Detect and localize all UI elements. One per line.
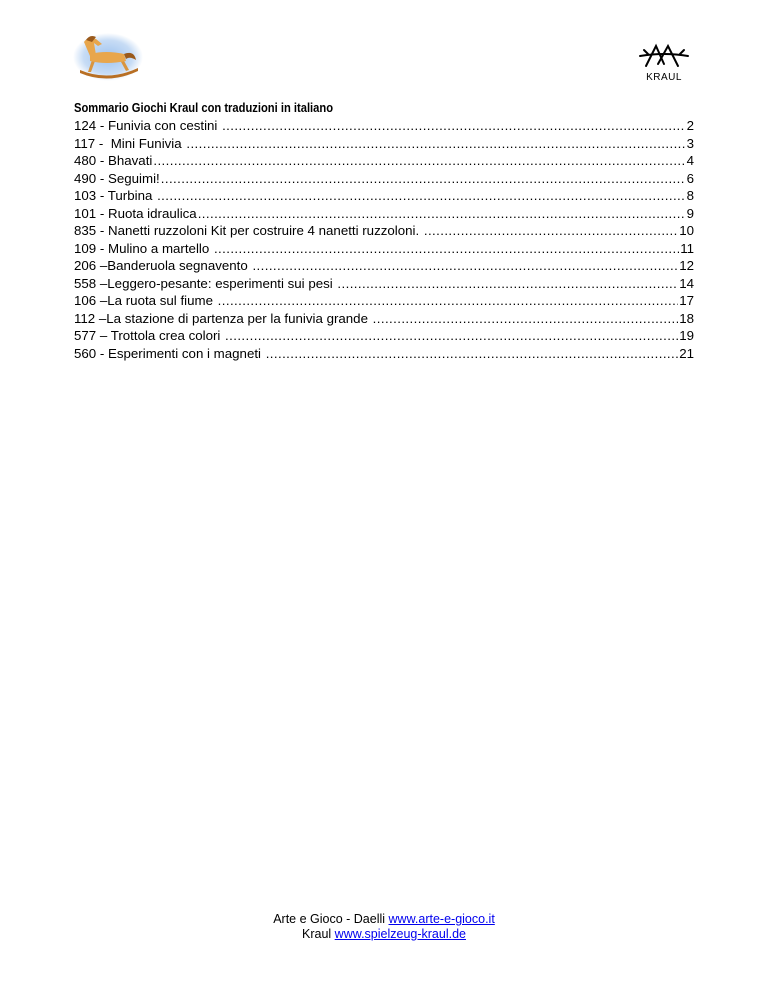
toc-entry-title: 577 – Trottola crea colori — [74, 328, 225, 343]
toc-entry[interactable] — [74, 275, 694, 293]
toc-leader-dots — [252, 257, 678, 275]
toc-entry[interactable] — [74, 310, 694, 328]
toc-leader-dots — [373, 310, 679, 328]
toc-entry-page-number: 14 — [679, 275, 694, 291]
toc-entry-title: 103 - Turbina — [74, 188, 157, 203]
toc-entry-title: 106 –La ruota sul fiume — [74, 293, 217, 308]
footer-line-1 — [0, 912, 768, 927]
footer — [0, 912, 768, 942]
toc-entry-page-number: 21 — [679, 345, 694, 361]
toc-entry-title: 109 - Mulino a martello — [74, 240, 213, 256]
toc-entry[interactable] — [74, 187, 694, 205]
toc-leader-dots — [186, 135, 685, 153]
footer-text-1: Arte e Gioco - Daelli — [273, 912, 389, 926]
toc-entry-page-number: 8 — [686, 188, 694, 203]
kraul-logo — [634, 40, 694, 90]
toc-entry-page-number: 19 — [679, 328, 694, 343]
toc-leader-dots — [218, 292, 679, 310]
page-title: Sommario Giochi Kraul con traduzioni in italiano — [74, 100, 334, 115]
footer-line-2 — [0, 927, 768, 942]
toc-entry[interactable] — [74, 240, 694, 258]
toc-entry-page-number: 12 — [679, 258, 694, 273]
toc-entry-page-number: 10 — [679, 223, 694, 238]
toc-entry-title: 490 - Seguimi! — [74, 170, 160, 186]
toc-entry-page-number: 4 — [686, 153, 694, 168]
table-of-contents — [74, 117, 694, 362]
toc-entry-page-number: 11 — [680, 240, 694, 256]
toc-leader-dots — [153, 152, 685, 170]
toc-entry[interactable] — [74, 135, 694, 153]
toc-entry[interactable] — [74, 257, 694, 275]
toc-leader-dots — [222, 117, 686, 135]
toc-leader-dots — [337, 275, 678, 293]
toc-leader-dots — [266, 345, 679, 363]
toc-entry-title: 558 –Leggero-pesante: esperimenti sui pesi — [74, 275, 337, 291]
arte-e-gioco-link[interactable]: www.arte-e-gioco.it — [388, 912, 495, 926]
kraul-logo-text: KRAUL — [646, 72, 682, 83]
toc-entry-page-number: 9 — [686, 205, 694, 221]
toc-entry[interactable] — [74, 117, 694, 135]
toc-leader-dots — [214, 240, 679, 258]
toc-entry-title: 206 –Banderuola segnavento — [74, 258, 252, 273]
spielzeug-kraul-link[interactable]: www.spielzeug-kraul.de — [334, 927, 466, 941]
toc-entry-title: 480 - Bhavati — [74, 153, 153, 168]
toc-entry-page-number: 3 — [686, 135, 694, 151]
toc-entry[interactable] — [74, 327, 694, 345]
toc-entry-page-number: 18 — [679, 310, 694, 326]
toc-entry[interactable] — [74, 345, 694, 363]
toc-entry-page-number: 17 — [679, 293, 694, 308]
toc-entry-title: 124 - Funivia con cestini — [74, 118, 222, 133]
footer-text-2: Kraul — [302, 927, 335, 941]
toc-entry-title: 101 - Ruota idraulica — [74, 205, 197, 221]
toc-entry[interactable] — [74, 292, 694, 310]
toc-entry-title: 560 - Esperimenti con i magneti — [74, 345, 265, 361]
toc-entry-title: 117 - Mini Funivia — [74, 135, 186, 151]
toc-leader-dots — [161, 170, 686, 188]
kraul-logo-icon — [634, 40, 694, 72]
toc-entry[interactable] — [74, 205, 694, 223]
toc-leader-dots — [198, 205, 686, 223]
rocking-horse-icon — [72, 30, 144, 82]
toc-entry[interactable] — [74, 170, 694, 188]
toc-entry-title: 835 - Nanetti ruzzoloni Kit per costruire 4 nanetti ruzzoloni. — [74, 223, 423, 238]
toc-leader-dots — [157, 187, 686, 205]
toc-leader-dots — [424, 222, 678, 240]
toc-entry-page-number: 2 — [686, 118, 694, 133]
toc-entry-title: 112 –La stazione di partenza per la funivia grande — [74, 310, 372, 326]
toc-leader-dots — [225, 327, 678, 345]
toc-entry[interactable] — [74, 152, 694, 170]
toc-entry-page-number: 6 — [686, 170, 694, 186]
toc-entry[interactable] — [74, 222, 694, 240]
